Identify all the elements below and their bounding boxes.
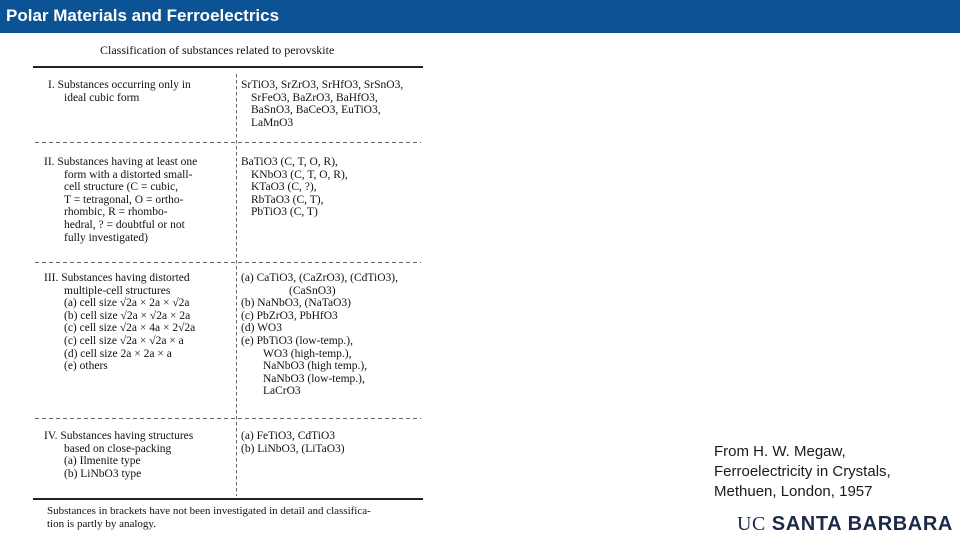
row-3-description xyxy=(44,272,195,373)
text-line: (b) LiNbO3, (LiTaO3) xyxy=(241,442,345,455)
text-line: (d) cell size 2a × 2a × a xyxy=(64,347,172,360)
text-line: (CaSnO3) xyxy=(289,284,336,297)
logo-uc: UC xyxy=(737,513,766,535)
text-line: (a) CaTiO3, (CaZrO3), (CdTiO3), xyxy=(241,272,398,284)
text-line: Substances in brackets have not been investigated in detail and classifica- xyxy=(47,505,371,517)
text-line: (a) FeTiO3, CdTiO3 xyxy=(241,430,336,442)
text-line: (e) PbTiO3 (low-temp.), xyxy=(241,334,354,347)
text-line: (c) PbZrO3, PbHfO3 xyxy=(241,309,338,322)
text-line: NaNbO3 (low-temp.), xyxy=(263,372,365,385)
text-line: KTaO3 (C, ?), xyxy=(251,181,317,194)
row-1-substances xyxy=(241,79,403,129)
text-line: hedral, ? = doubtful or not xyxy=(64,218,185,231)
row-4-substances xyxy=(241,430,345,455)
text-line: (d) WO3 xyxy=(241,322,282,335)
text-line: LaCrO3 xyxy=(263,385,301,398)
text-line: (c) cell size √2a × √2a × a xyxy=(64,334,184,347)
text-line: BaTiO3 (C, T, O, R), xyxy=(241,156,338,168)
text-line: based on close-packing xyxy=(64,442,172,455)
row-divider xyxy=(35,142,421,143)
text-line: PbTiO3 (C, T) xyxy=(251,206,318,219)
text-line: T = tetragonal, O = ortho- xyxy=(64,193,184,206)
citation-line: Methuen, London, 1957 xyxy=(714,483,873,500)
citation xyxy=(714,442,891,502)
text-line: (a) cell size √2a × 2a × √2a xyxy=(64,297,190,310)
text-line: (b) NaNbO3, (NaTaO3) xyxy=(241,297,352,310)
text-line: multiple-cell structures xyxy=(64,284,171,297)
ucsb-logo xyxy=(737,513,953,535)
logo-santa-barbara: SANTA BARBARA xyxy=(771,513,953,535)
text-line: cell structure (C = cubic, xyxy=(64,181,179,194)
text-line: (e) others xyxy=(64,360,108,373)
text-line: rhombic, R = rhombo- xyxy=(64,206,168,219)
text-line: form with a distorted small- xyxy=(64,168,193,181)
text-line: NaNbO3 (high temp.), xyxy=(263,360,368,373)
text-line: (c) cell size √2a × 4a × 2√2a xyxy=(64,322,196,335)
text-line: KNbO3 (C, T, O, R), xyxy=(251,168,348,181)
column-divider xyxy=(236,74,237,496)
text-line: III. Substances having distorted xyxy=(44,272,190,284)
row-3-substances xyxy=(241,272,398,398)
row-4-description xyxy=(44,430,193,480)
text-line: tion is partly by analogy. xyxy=(47,517,156,530)
title-bar xyxy=(0,0,960,33)
text-line: LaMnO3 xyxy=(251,116,294,129)
text-line: SrTiO3, SrZrO3, SrHfO3, SrSnO3, xyxy=(241,79,404,91)
table-footnote xyxy=(47,505,371,530)
row-1-description xyxy=(48,79,191,104)
text-line: II. Substances having at least one xyxy=(44,156,198,168)
text-line: IV. Substances having structures xyxy=(44,430,194,442)
citation-line: Ferroelectricity in Crystals, xyxy=(714,463,891,480)
text-line: (a) Ilmenite type xyxy=(64,455,141,468)
text-line: (b) LiNbO3 type xyxy=(64,467,142,480)
text-line: fully investigated) xyxy=(64,231,148,244)
row-divider xyxy=(35,418,421,419)
row-2-description xyxy=(44,156,197,244)
text-line: ideal cubic form xyxy=(64,91,140,104)
text-line: BaSnO3, BaCeO3, EuTiO3, xyxy=(251,104,381,117)
text-line: (b) cell size √2a × √2a × 2a xyxy=(64,309,191,322)
row-2-substances xyxy=(241,156,348,219)
table-heading: Classification of substances related to perovskite xyxy=(100,43,335,57)
row-divider xyxy=(35,262,421,263)
slide-title: Polar Materials and Ferroelectrics xyxy=(6,6,280,25)
text-line: SrFeO3, BaZrO3, BaHfO3, xyxy=(251,91,378,104)
citation-line: From H. W. Megaw, xyxy=(714,443,846,460)
text-line: I. Substances occurring only in xyxy=(48,79,191,91)
text-line: RbTaO3 (C, T), xyxy=(251,193,324,206)
text-line: WO3 (high-temp.), xyxy=(263,347,352,360)
